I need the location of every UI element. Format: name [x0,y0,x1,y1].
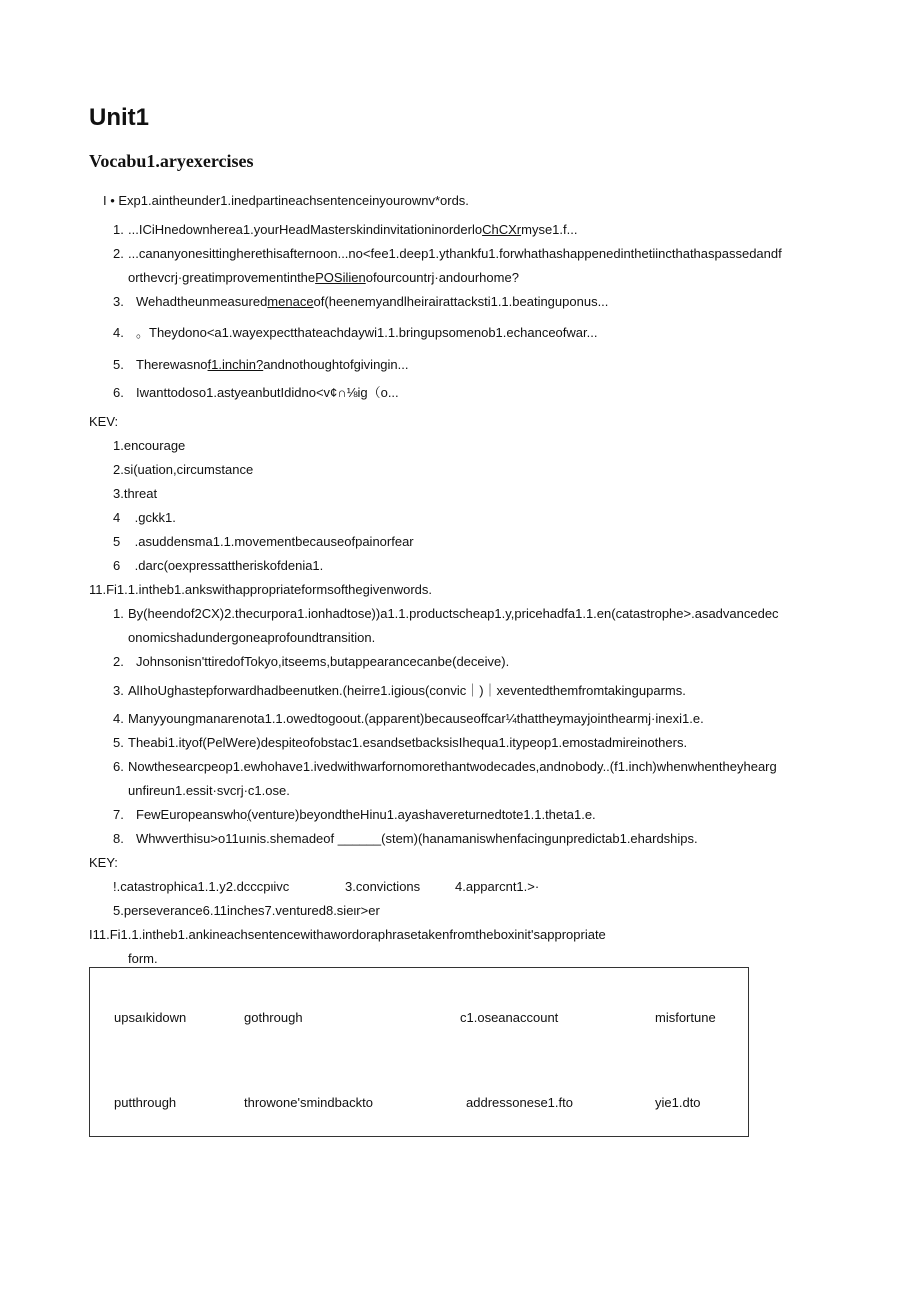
part3-heading: I11.Fi1.1.intheb1.ankineachsentencewithawordoraphrasetakenfromtheboxinit'sappropriate [89,927,606,942]
box-word-7: addressonese1.fto [466,1095,573,1110]
box-word-8: yie1.dto [655,1095,701,1110]
key1-item-2: 2.si(uation,circumstance [113,462,254,477]
key1-item-3: 3.threat [113,486,158,501]
key2-answer-3: 3.convictions [345,879,421,894]
part2-item-1: 1. By(heendof2CX)2.thecurpora1.ionhadtose))a1.1.productscheap1.y,pricehadfa1.1.en(catastrophe>.asadvancedec [113,606,779,621]
key1-item-4: 4 .gckk1. [113,510,176,525]
box-word-4: misfortune [655,1010,716,1025]
part2-item-5: 5. Theabi1.ityof(PelWere)despiteofobstac1.esandsetbacksisIhequa1.itypeop1.emostadmireinothers. [113,735,688,750]
box-word-6: throwone'smindbackto [244,1095,373,1110]
part1-item-2-cont: orthevcrj·greatimprovementinthePOSilienofourcountrj·andourhome? [128,270,519,285]
key2-answer-5-8: 5.perseverance6.11inches7.ventured8.sieιr>er [113,903,380,918]
key1-label: KEV: [89,414,119,429]
part1-item-3: 3. Wehadtheunmeasuredmenaceof(heenemyandlheirairattacksti1.1.beatinguponus... [113,294,609,309]
page-title: Unit1 [89,104,149,131]
part2-item-3: 3. AlIhoUghastepforwardhadbeenutken.(heirre1.igious(convic｜)｜xeventedthemfromtakinguparms. [113,683,686,698]
part1-item-4: 4. 。Theydono<a1.wayexpectthateachdaywi1.1.bringupsomenob1.echanceofwar... [113,325,598,340]
part2-heading: 11.Fi1.1.intheb1.ankswithappropriateformsofthegivenwords. [89,582,433,597]
box-word-5: putthrough [114,1095,177,1110]
box-word-1: upsaıkidown [114,1010,187,1025]
part1-item-5: 5. Therewasnof1.inchin?andnothoughtofgivingin... [113,357,409,372]
part2-item-1-cont: onomicshadundergoneaprofoundtransition. [128,630,376,645]
key2-answer-1-2: !.catastrophica1.1.y2.dcccpιivc [113,879,290,894]
part2-item-6: 6. Nowthesearcpeop1.ewhohave1.ivedwithwarfornomorethantwodecades,andnobody..(f1.inch)whenwhentheyhearg [113,759,777,774]
part1-item-1: 1. ...ICiHnedownherea1.yourHeadMasterskindinvitationinorderloChCXrmyse1.f... [113,222,578,237]
key1-item-1: 1.encourage [113,438,186,453]
key2-label: KEY: [89,855,118,870]
key1-item-6: 6 .darc(oexpressattheriskofdenia1. [113,558,324,573]
part2-item-6-cont: unfireun1.essit·svcrj·c1.ose. [128,783,290,798]
word-box [89,967,749,1137]
key2-answer-4: 4.apparcnt1.>· [455,879,540,894]
box-word-2: gothrough [244,1010,303,1025]
key1-item-5: 5 .asuddensma1.1.movementbecauseofpainorfear [113,534,414,549]
part1-heading: I • Exp1.aintheunder1.inedpartineachsentenceinyourownv*ords. [103,193,469,208]
part2-item-2: 2. Johnsonisn'ttiredofTokyo,itseems,butappearancecanbe(deceive). [113,654,510,669]
box-word-3: c1.oseanaccount [460,1010,559,1025]
part1-item-6: 6. Iwanttodoso1.astyeanbutIdidno<v¢∩⅛ig（o... [113,385,399,400]
page-subtitle: Vocabu1.aryexercises [89,151,254,171]
part2-item-4: 4. Manyyoungmanarenota1.1.owedtogoout.(apparent)becauseoffcar¼thattheymayjointhearmj·inexi1.e. [113,711,704,726]
part3-heading-cont: form. [128,951,158,966]
part2-item-7: 7. FewEuropeanswho(venture)beyondtheHinu1.ayashavereturnedtote1.1.theta1.e. [113,807,596,822]
part1-item-2: 2. ...cananyonesittingherethisafternoon...no<fee1.deep1.ythankfu1.forwhathashappenedinthetiincthathaspassedandf [113,246,782,261]
part2-item-8: 8. Whwverthisu>o11uınis.shemadeof ______(stem)(hanamaniswhenfacingunpredictab1.ehardships. [113,831,698,846]
